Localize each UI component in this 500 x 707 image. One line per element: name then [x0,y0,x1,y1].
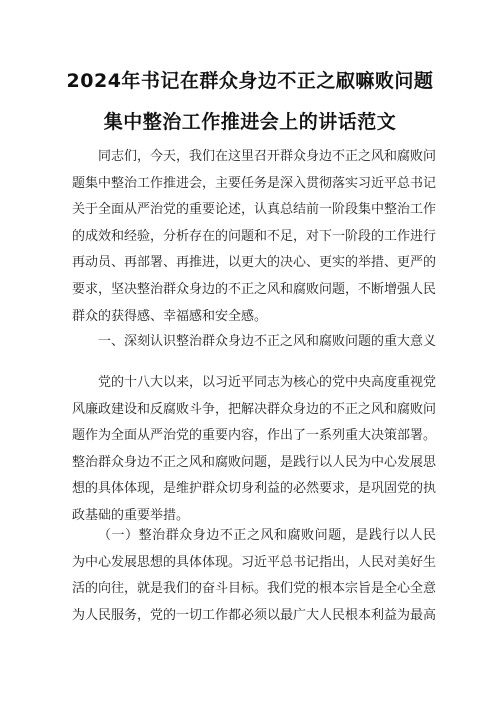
text-line: 题集中整治工作推进会，主要任务是深入贯彻落实习近平总书记 [72,175,436,191]
text-line: 想的具体体现，是维护群众切身利益的必然要求，是巩固党的执 [72,481,436,497]
text-line: 活的向往，就是我们的奋斗目标。我们党的根本宗旨是全心全意 [72,581,436,597]
document-title-line-2: 集中整治工作推进会上的讲话范文 [103,111,397,133]
text-line: 再动员、再部署、再推进，以更大的决心、更实的举措、更严的 [72,255,436,271]
paragraph-section-1 [72,370,436,530]
text-line: 政基础的重要举措。 [72,507,190,523]
text-line: 题作为全面从严治党的重要内容，作出了一系列重大决策部署。 [72,428,436,444]
text-line: 党的十八大以来，以习近平同志为核心的党中央高度重视党 [98,375,436,390]
text-line: 关于全面从严治党的重要论述，认真总结前一阶段集中整治工作 [72,202,436,218]
section-heading-text: 一、深刻认识整治群众身边不正之风和腐败问题的重大意义 [98,334,436,349]
text-line: 群众的获得感、幸福感和安全感。 [72,308,268,324]
paragraph-opening [72,144,436,330]
document-title-line-1: 2024年书记在群众身边不正之㕞嘛败问题 [66,70,434,92]
text-line: 风廉政建设和反腐败斗争，把解决群众身边的不正之风和腐败问 [72,401,436,417]
text-line: 为人民服务，党的一切工作都必须以最广大人民根本利益为最高 [72,607,436,623]
text-line: 整治群众身边不正之风和腐败问题，是践行以人民为中心发展思 [72,454,436,470]
text-line: 同志们，今天，我们在这里召开群众身边不正之风和腐败问 [98,149,436,164]
paragraph-subsection-1 [72,523,436,629]
text-line: 的成效和经验，分析存在的问题和不足，对下一阶段的工作进行 [72,228,436,244]
text-line: 要求，坚决整治群众身边的不正之风和腐败问题，不断增强人民 [72,281,436,297]
text-line: （一）整治群众身边不正之风和腐败问题，是践行以人民 [98,528,436,543]
section-heading-1 [72,329,436,356]
text-line: 为中心发展思想的具体体现。习近平总书记指出，人民对美好生 [72,554,436,570]
